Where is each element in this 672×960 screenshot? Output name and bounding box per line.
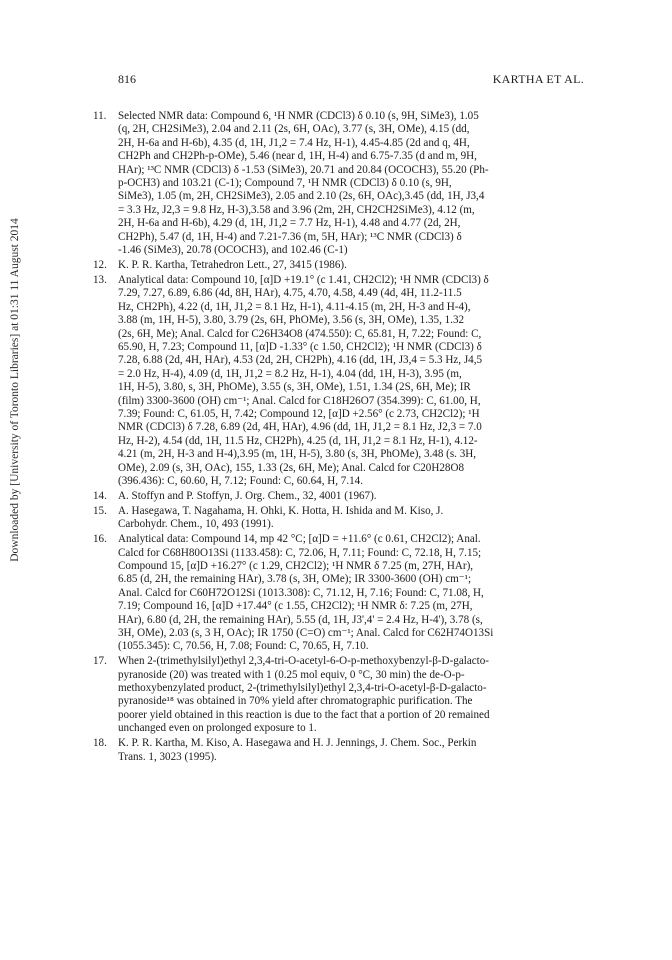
reference-line: poorer yield obtained in this reaction is due to the fact that a portion of 20 remained <box>118 708 490 721</box>
reference-line: 4.21 (m, 2H, H-3 and H-4),3.95 (m, 1H, H-5), 3.80 (s, 3H, PhOMe), 3.48 (s. 3H, <box>118 448 477 461</box>
reference-line: Selected NMR data: Compound 6, ¹H NMR (CDCl3) δ 0.10 (s, 9H, SiMe3), 1.05 <box>118 110 479 122</box>
reference-line: NMR (CDCl3) δ 7.28, 6.89 (2d, 4H, HAr), 4.96 (dd, 1H, J1,2 = 8.1 Hz, J2,3 = 7.0 <box>118 421 482 434</box>
reference-line: A. Stoffyn and P. Stoffyn, J. Org. Chem., 32, 4001 (1967). <box>118 489 377 502</box>
reference-line: Compound 15, [α]D +16.27° (c 1.29, CH2Cl2); ¹H NMR δ 7.25 (m, 27H, HAr), <box>118 559 474 572</box>
reference-line: unchanged even on prolonged exposure to 1. <box>118 722 317 735</box>
reference-line: 7.39; Found: C, 61.05, H, 7.42; Compound 12, [α]D +2.56° (c 2.73, CH2Cl2); ¹H <box>118 407 480 420</box>
reference-item <box>93 110 584 257</box>
reference-line: pyranoside (20) was treated with 1 (0.25 mol equiv, 0 °C, 30 min) the de-O-p- <box>118 668 465 681</box>
reference-line: 6.85 (d, 2H, the remaining HAr), 3.78 (s, 3H, OMe); IR 3300-3600 (OH) cm⁻¹; <box>118 573 472 586</box>
reference-number: 12. <box>93 258 107 271</box>
reference-item <box>93 655 584 735</box>
reference-line: (396.436): C, 60.60, H, 7.12; Found: C, 60.64, H, 7.14. <box>118 474 363 487</box>
reference-text <box>118 505 584 532</box>
reference-line: HAr), 6.80 (d, 2H, the remaining HAr), 5.55 (d, 1H, J3',4' = 2.4 Hz, H-4'), 3.78 (s, <box>118 613 483 626</box>
reference-line: Anal. Calcd for C60H72O12Si (1013.308): C, 71.12, H, 7.16; Found: C, 71.08, H, <box>118 586 484 599</box>
reference-line: 3.88 (m, 1H, H-5), 3.80, 3.79 (2s, 6H, PhOMe), 3.56 (s, 3H, OMe), 1.35, 1.32 <box>118 314 465 327</box>
reference-line: 65.90, H, 7.23; Compound 11, [α]D -1.33° (c 1.50, CH2Cl2); ¹H NMR (CDCl3) δ <box>118 340 482 353</box>
watermark-text: Downloaded by [University of Toronto Libraries] at 01:31 11 August 2014 <box>9 218 21 562</box>
reference-line: -1.46 (SiMe3), 20.78 (OCOCH3), and 102.46 (C-1) <box>118 244 348 257</box>
reference-number: 13. <box>93 273 107 286</box>
reference-line: A. Hasegawa, T. Nagahama, H. Ohki, K. Hotta, H. Ishida and M. Kiso, J. <box>118 504 444 517</box>
reference-line: pyranoside¹⁸ was obtained in 70% yield after chromatographic purification. The <box>118 695 473 708</box>
reference-line: SiMe3), 1.05 (m, 2H, CH2SiMe3), 2.05 and 2.10 (2s, 6H, OAc),3.45 (dd, 1H, J3,4 <box>118 190 485 203</box>
reference-line: 3H, OMe), 2.03 (s, 3 H, OAc); IR 1750 (C=O) cm⁻¹; Anal. Calcd for C62H74O13Si <box>118 626 494 639</box>
reference-number: 15. <box>93 504 107 517</box>
reference-number: 14. <box>93 489 107 502</box>
reference-item <box>93 505 584 532</box>
page-number: 816 <box>118 72 136 86</box>
reference-line: (film) 3300-3600 (OH) cm⁻¹; Anal. Calcd for C18H26O7 (354.399): C, 61.00, H, <box>118 394 481 407</box>
reference-line: 1H, H-5), 3.80, s, 3H, PhOMe), 3.55 (s, 3H, OMe), 1.51, 1.34 (2S, 6H, Me); IR <box>118 381 471 394</box>
reference-item <box>93 533 584 654</box>
reference-item <box>93 274 584 489</box>
reference-line: When 2-(trimethylsilyl)ethyl 2,3,4-tri-O-acetyl-6-O-p-methoxybenzyl-β-D-galacto- <box>118 655 489 668</box>
reference-line: 7.29, 7.27, 6.89, 6.86 (4d, 8H, HAr), 4.75, 4.70, 4.58, 4.49 (4d, 4H, 11.2-11.5 <box>118 287 462 300</box>
reference-text <box>118 533 584 654</box>
reference-line: 7.19; Compound 16, [α]D +17.44° (c 1.55, CH2Cl2); ¹H NMR δ: 7.25 (m, 27H, <box>118 600 473 613</box>
reference-line: Carbohydr. Chem., 10, 493 (1991). <box>118 518 274 531</box>
reference-line: (q, 2H, CH2SiMe3), 2.04 and 2.11 (2s, 6H, OAc), 3.77 (s, 3H, OMe), 4.15 (dd, <box>118 123 470 136</box>
reference-list <box>93 110 584 766</box>
reference-line: Hz, H-2), 4.54 (dd, 1H, 11.5 Hz, CH2Ph), 4.25 (d, 1H, J1,2 = 8.1 Hz, H-1), 4.12- <box>118 434 478 447</box>
reference-line: Analytical data: Compound 10, [α]D +19.1° (c 1.41, CH2Cl2); ¹H NMR (CDCl3) δ <box>118 273 489 286</box>
reference-line: Trans. 1, 3023 (1995). <box>118 750 217 763</box>
reference-line: Analytical data: Compound 14, mp 42 °C; [α]D = +11.6° (c 0.61, CH2Cl2); Anal. <box>118 533 481 546</box>
reference-item <box>93 490 584 503</box>
reference-text <box>118 737 584 764</box>
reference-text <box>118 259 584 272</box>
reference-line: p-OCH3) and 103.21 (C-1); Compound 7, ¹H NMR (CDCl3) δ 0.10 (s, 9H, <box>118 177 452 190</box>
reference-text <box>118 110 584 257</box>
reference-item <box>93 259 584 272</box>
reference-line: methoxybenzylated product, 2-(trimethylsilyl)ethyl 2,3,4-tri-O-acetyl-β-D-galacto- <box>118 682 487 695</box>
reference-line: = 3.3 Hz, J2,3 = 9.8 Hz, H-3),3.58 and 3.96 (2m, 2H, CH2CH2SiMe3), 4.12 (m, <box>118 203 475 216</box>
reference-line: K. P. R. Kartha, M. Kiso, A. Hasegawa and H. J. Jennings, J. Chem. Soc., Perkin <box>118 737 477 750</box>
reference-number: 17. <box>93 655 107 668</box>
reference-text <box>118 655 584 735</box>
reference-line: (1055.345): C, 70.56, H, 7.08; Found: C, 70.65, H, 7.10. <box>118 640 369 653</box>
reference-line: Calcd for C68H80O13Si (1133.458): C, 72.06, H, 7.11; Found: C, 72.18, H, 7.15; <box>118 546 482 559</box>
reference-number: 11. <box>93 110 107 122</box>
reference-line: Hz, CH2Ph), 4.22 (d, 1H, J1,2 = 8.1 Hz, H-1), 4.11-4.15 (m, 2H, H-3 and H-4), <box>118 300 471 313</box>
reference-line: (2s, 6H, Me); Anal. Calcd for C26H34O8 (474.550): C, 65.81, H, 7.22; Found: C, <box>118 327 482 340</box>
reference-text <box>118 490 584 503</box>
running-head: KARTHA ET AL. <box>492 72 584 86</box>
reference-line: 2H, H-6a and H-6b), 4.35 (d, 1H, J1,2 = 7.4 Hz, H-1), 4.45-4.85 (2d and q, 4H, <box>118 136 470 149</box>
reference-line: K. P. R. Kartha, Tetrahedron Lett., 27, 3415 (1986). <box>118 258 347 271</box>
reference-line: CH2Ph and CH2Ph-p-OMe), 5.46 (near d, 1H, H-4) and 6.75-7.35 (d and m, 9H, <box>118 150 477 163</box>
download-watermark <box>0 70 30 710</box>
reference-number: 16. <box>93 533 107 546</box>
reference-line: OMe), 2.09 (s, 3H, OAc), 155, 1.33 (2s, 6H, Me); Anal. Calcd for C20H28O8 <box>118 461 465 474</box>
reference-item <box>93 737 584 764</box>
reference-line: 7.28, 6.88 (2d, 4H, HAr), 4.53 (2d, 2H, CH2Ph), 4.16 (dd, 1H, J3,4 = 5.3 Hz, J4,5 <box>118 354 483 367</box>
reference-line: = 2.0 Hz, H-4), 4.09 (d, 1H, J1,2 = 8.2 Hz, H-1), 4.04 (dd, 1H, H-3), 3.95 (m, <box>118 367 462 380</box>
reference-text <box>118 274 584 489</box>
reference-line: 2H, H-6a and H-6b), 4.29 (d, 1H, J1,2 = 7.7 Hz, H-1), 4.48 and 4.77 (2d, 2H, <box>118 217 461 230</box>
reference-number: 18. <box>93 737 107 750</box>
reference-line: HAr); ¹³C NMR (CDCl3) δ -1.53 (SiMe3), 20.71 and 20.84 (OCOCH3), 55.20 (Ph- <box>118 163 489 176</box>
reference-line: CH2Ph), 5.47 (d, 1H, H-4) and 7.21-7.36 (m, 5H, HAr); ¹³C NMR (CDCl3) δ <box>118 230 462 243</box>
page-header <box>118 72 584 88</box>
